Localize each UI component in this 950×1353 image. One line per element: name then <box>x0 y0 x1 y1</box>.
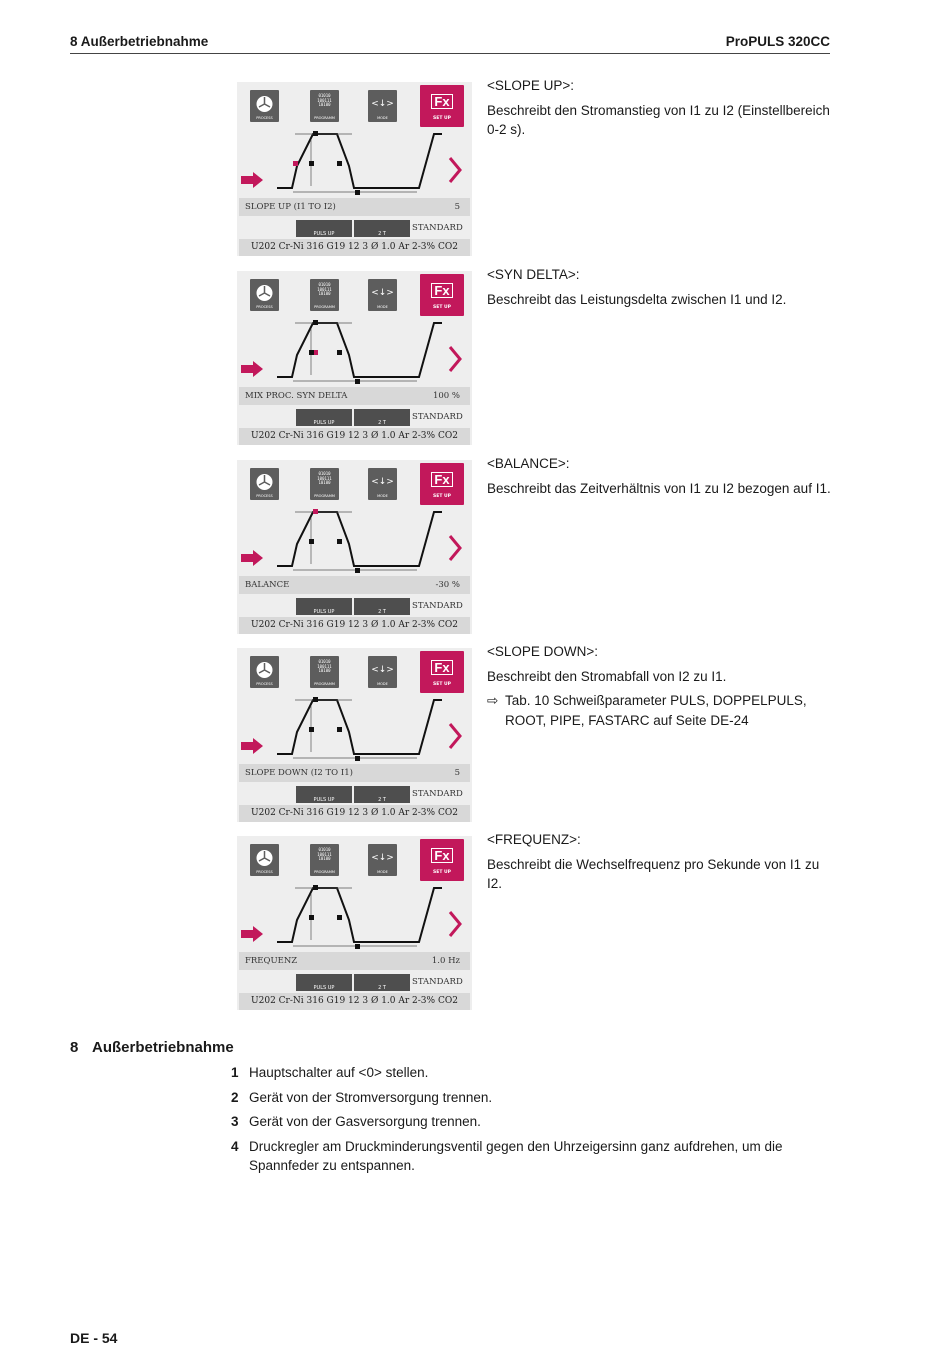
mode-icon <box>368 281 397 303</box>
chevron-right-icon <box>450 158 460 182</box>
two-t-button <box>354 598 410 615</box>
parameter-text: Beschreibt den Stromabfall von I2 zu I1. <box>487 668 727 684</box>
back-arrow-icon <box>241 926 263 942</box>
puls-up-button <box>296 220 352 237</box>
puls-up-button <box>296 786 352 803</box>
parameter-title: <SLOPE DOWN>: <box>487 644 599 659</box>
chevron-right-icon <box>450 724 460 748</box>
svg-text:<↓>: <↓> <box>371 99 394 109</box>
process-label: PROCESS <box>256 494 273 498</box>
setup-label: SET UP <box>433 870 451 875</box>
material-footer: U202 Cr-Ni 316 G19 12 3 Ø 1.0 Ar 2-3% CO2 <box>239 805 470 822</box>
svg-text:<↓>: <↓> <box>371 288 394 298</box>
cross-reference-text: Tab. 10 Schweißparameter PULS, DOPPELPULS, ROOT, PIPE, FASTARC auf Seite DE-24 <box>505 693 807 728</box>
parameter-name: SLOPE DOWN (I2 TO I1) <box>245 768 353 778</box>
program-code-icon: 01010 100111 10100 <box>317 471 332 485</box>
process-button <box>250 844 279 876</box>
program-label: PROGRAMM <box>314 682 335 686</box>
parameter-bar <box>239 952 470 970</box>
parameter-title: <BALANCE>: <box>487 456 570 471</box>
puls-up-label: PULS UP <box>313 797 335 803</box>
svg-text:<↓>: <↓> <box>371 665 394 675</box>
parameter-value: 5 <box>454 768 460 778</box>
control-panel-screenshot <box>237 648 472 822</box>
process-icon <box>250 93 279 115</box>
fx-icon: Fx <box>431 472 452 487</box>
step-item <box>231 1137 831 1176</box>
chevron-right-icon <box>450 536 460 560</box>
step-text: Gerät von der Stromversorgung trennen. <box>249 1089 493 1105</box>
program-button <box>310 656 339 688</box>
step-number: 2 <box>231 1089 239 1105</box>
material-footer: U202 Cr-Ni 316 G19 12 3 Ø 1.0 Ar 2-3% CO2 <box>239 617 470 634</box>
pulse-curve-diagram <box>237 882 472 952</box>
parameter-bar <box>239 198 470 216</box>
back-arrow-icon <box>241 550 263 566</box>
page-number: DE - 54 <box>70 1330 118 1346</box>
parameter-name: SLOPE UP (I1 TO I2) <box>245 202 336 212</box>
process-button <box>250 279 279 311</box>
step-text: Druckregler am Druckminderungsventil gegen den Uhrzeigersinn ganz aufdrehen, um die Spannfeder zu entspannen. <box>249 1138 783 1173</box>
process-icon <box>250 471 279 493</box>
parameter-text: Beschreibt das Leistungsdelta zwischen I1 und I2. <box>487 291 787 307</box>
parameter-bar <box>239 576 470 594</box>
chevron-right-icon <box>450 912 460 936</box>
parameter-value: 100 % <box>432 391 460 401</box>
process-label: PROCESS <box>256 116 273 120</box>
step-list <box>231 1063 831 1181</box>
mode-button <box>368 90 397 122</box>
arrow-right-icon: ⇨ <box>487 693 499 708</box>
puls-up-label: PULS UP <box>313 609 335 615</box>
two-t-label: 2 T <box>378 609 386 615</box>
mode-label: MODE <box>377 116 388 120</box>
material-footer: U202 Cr-Ni 316 G19 12 3 Ø 1.0 Ar 2-3% CO2 <box>239 428 470 445</box>
standard-label: STANDARD <box>412 412 463 422</box>
two-t-label: 2 T <box>378 797 386 803</box>
parameter-value: 5 <box>454 202 460 212</box>
parameter-name: BALANCE <box>245 580 290 590</box>
parameter-title: <SYN DELTA>: <box>487 267 580 282</box>
process-label: PROCESS <box>256 682 273 686</box>
material-footer: U202 Cr-Ni 316 G19 12 3 Ø 1.0 Ar 2-3% CO2 <box>239 993 470 1010</box>
process-label: PROCESS <box>256 305 273 309</box>
setup-button <box>420 651 464 693</box>
program-label: PROGRAMM <box>314 494 335 498</box>
program-code-icon: 01010 100111 10100 <box>317 659 332 673</box>
puls-up-label: PULS UP <box>313 420 335 426</box>
standard-label: STANDARD <box>412 223 463 233</box>
process-icon <box>250 282 279 304</box>
step-number: 4 <box>231 1138 239 1154</box>
two-t-label: 2 T <box>378 985 386 991</box>
two-t-label: 2 T <box>378 231 386 237</box>
pulse-curve-diagram <box>237 317 472 387</box>
parameter-description <box>487 265 832 314</box>
setup-button <box>420 85 464 127</box>
two-t-button <box>354 220 410 237</box>
setup-button <box>420 839 464 881</box>
setup-label: SET UP <box>433 494 451 499</box>
program-label: PROGRAMM <box>314 870 335 874</box>
mode-icon <box>368 92 397 114</box>
program-code-icon: 01010 100111 10100 <box>317 282 332 296</box>
mode-label: MODE <box>377 305 388 309</box>
puls-up-label: PULS UP <box>313 231 335 237</box>
program-button <box>310 844 339 876</box>
standard-label: STANDARD <box>412 789 463 799</box>
cross-reference <box>487 691 832 730</box>
mode-button <box>368 279 397 311</box>
process-icon <box>250 847 279 869</box>
parameter-bar <box>239 387 470 405</box>
parameter-value: 1.0 Hz <box>431 956 460 966</box>
parameter-description <box>487 830 832 899</box>
step-item <box>231 1088 831 1108</box>
puls-up-label: PULS UP <box>313 985 335 991</box>
program-button <box>310 90 339 122</box>
two-t-label: 2 T <box>378 420 386 426</box>
running-header-chapter: 8 Außerbetriebnahme <box>70 34 209 49</box>
puls-up-button <box>296 598 352 615</box>
running-header-product: ProPULS 320CC <box>725 34 830 49</box>
parameter-text: Beschreibt das Zeitverhältnis von I1 zu I2 bezogen auf I1. <box>487 480 831 496</box>
process-button <box>250 90 279 122</box>
puls-up-button <box>296 409 352 426</box>
pulse-curve-diagram <box>237 128 472 198</box>
mode-button <box>368 468 397 500</box>
fx-icon: Fx <box>431 283 452 298</box>
two-t-button <box>354 409 410 426</box>
step-text: Hauptschalter auf <0> stellen. <box>249 1065 429 1080</box>
svg-text:<↓>: <↓> <box>371 853 394 863</box>
control-panel-screenshot <box>237 460 472 634</box>
program-label: PROGRAMM <box>314 305 335 309</box>
fx-icon: Fx <box>431 660 452 675</box>
fx-icon: Fx <box>431 848 452 863</box>
mode-icon <box>368 658 397 680</box>
process-button <box>250 468 279 500</box>
setup-label: SET UP <box>433 305 451 310</box>
header-rule <box>70 53 830 54</box>
mode-button <box>368 844 397 876</box>
parameter-bar <box>239 764 470 782</box>
program-label: PROGRAMM <box>314 116 335 120</box>
section-heading <box>70 1039 234 1056</box>
mode-label: MODE <box>377 682 388 686</box>
parameter-title: <FREQUENZ>: <box>487 832 581 847</box>
section-number: 8 <box>70 1039 79 1056</box>
step-number: 1 <box>231 1065 239 1080</box>
process-icon <box>250 659 279 681</box>
control-panel-screenshot <box>237 271 472 445</box>
parameter-description <box>487 454 832 503</box>
mode-icon <box>368 846 397 868</box>
fx-icon: Fx <box>431 94 452 109</box>
two-t-button <box>354 786 410 803</box>
two-t-button <box>354 974 410 991</box>
step-item <box>231 1063 831 1083</box>
parameter-description <box>487 642 832 735</box>
back-arrow-icon <box>241 738 263 754</box>
parameter-value: -30 % <box>435 580 460 590</box>
program-button <box>310 468 339 500</box>
mode-label: MODE <box>377 494 388 498</box>
control-panel-screenshot <box>237 836 472 1010</box>
parameter-description <box>487 76 832 145</box>
program-button <box>310 279 339 311</box>
setup-label: SET UP <box>433 682 451 687</box>
control-panel-screenshot <box>237 82 472 256</box>
parameter-title: <SLOPE UP>: <box>487 78 575 93</box>
mode-icon <box>368 470 397 492</box>
chevron-right-icon <box>450 347 460 371</box>
process-button <box>250 656 279 688</box>
step-text: Gerät von der Gasversorgung trennen. <box>249 1114 481 1129</box>
setup-button <box>420 274 464 316</box>
parameter-text: Beschreibt die Wechselfrequenz pro Sekunde von I1 zu I2. <box>487 856 820 891</box>
standard-label: STANDARD <box>412 601 463 611</box>
setup-label: SET UP <box>433 116 451 121</box>
program-code-icon: 01010 100111 10100 <box>317 93 332 107</box>
material-footer: U202 Cr-Ni 316 G19 12 3 Ø 1.0 Ar 2-3% CO2 <box>239 239 470 256</box>
puls-up-button <box>296 974 352 991</box>
step-number: 3 <box>231 1114 239 1129</box>
parameter-name: MIX PROC. SYN DELTA <box>245 391 348 401</box>
setup-button <box>420 463 464 505</box>
pulse-curve-diagram <box>237 506 472 576</box>
parameter-text: Beschreibt den Stromanstieg von I1 zu I2 (Einstellbereich 0-2 s). <box>487 102 830 137</box>
standard-label: STANDARD <box>412 977 463 987</box>
svg-text:<↓>: <↓> <box>371 477 394 487</box>
program-code-icon: 01010 100111 10100 <box>317 847 332 861</box>
mode-button <box>368 656 397 688</box>
back-arrow-icon <box>241 361 263 377</box>
parameter-name: FREQUENZ <box>245 956 298 966</box>
back-arrow-icon <box>241 172 263 188</box>
process-label: PROCESS <box>256 870 273 874</box>
step-item <box>231 1112 831 1132</box>
mode-label: MODE <box>377 870 388 874</box>
pulse-curve-diagram <box>237 694 472 764</box>
section-title: Außerbetriebnahme <box>92 1039 234 1056</box>
